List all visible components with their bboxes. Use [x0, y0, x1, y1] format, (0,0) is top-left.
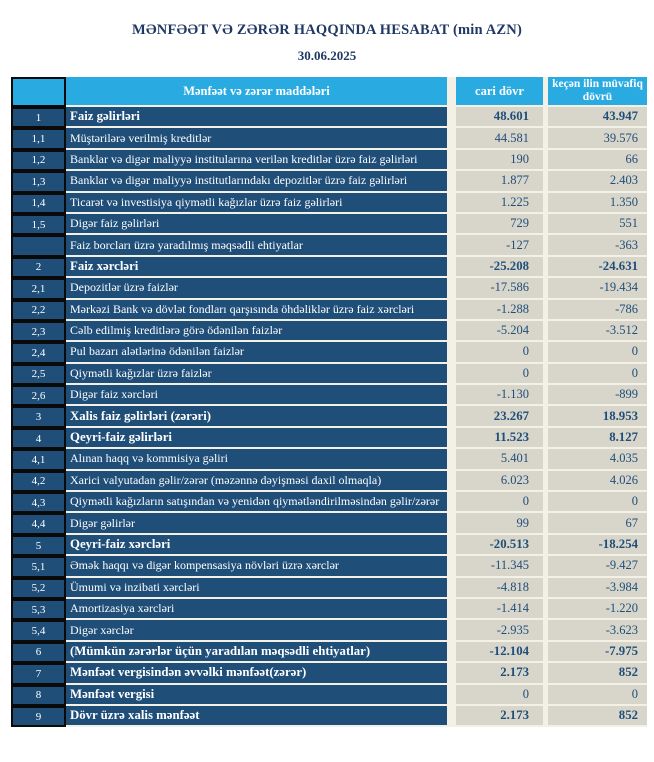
table-row [11, 535, 647, 556]
row-label-cell: Amortizasiya xərcləri [66, 599, 447, 620]
row-label-cell: Qeyri-faiz gəlirləri [66, 428, 447, 449]
row-label-cell: Pul bazarı alətlərinə ödənilən faizlər [66, 342, 447, 363]
row-current-value: -1.414 [456, 599, 543, 620]
row-number-cell: 6 [11, 642, 66, 663]
column-gap [447, 599, 456, 620]
row-current-value: 23.267 [456, 406, 543, 427]
row-current-value: -2.935 [456, 620, 543, 641]
row-current-value: 6.023 [456, 471, 543, 492]
row-current-value: 0 [456, 492, 543, 513]
row-label-cell: Faiz xərcləri [66, 257, 447, 278]
row-previous-value: -3.512 [548, 321, 647, 342]
column-gap [447, 556, 456, 577]
row-previous-value: 43.947 [548, 107, 647, 128]
row-number-cell: 1,5 [11, 214, 66, 235]
row-previous-value: -1.220 [548, 599, 647, 620]
row-current-value: -1.288 [456, 300, 543, 321]
row-previous-value: 852 [548, 706, 647, 727]
column-gap [447, 706, 456, 727]
row-number-cell: 5,1 [11, 556, 66, 577]
row-number-cell: 1,3 [11, 171, 66, 192]
row-label-cell: Faiz borcları üzrə yaradılmış məqsədli ehtiyatlar [66, 235, 447, 256]
table-body [11, 107, 647, 727]
table-row [11, 193, 647, 214]
row-number-cell: 2,4 [11, 342, 66, 363]
row-current-value: -11.345 [456, 556, 543, 577]
row-number-cell: 5 [11, 535, 66, 556]
row-number-cell: 5,4 [11, 620, 66, 641]
column-gap [447, 685, 456, 706]
row-current-value: 2.173 [456, 706, 543, 727]
row-number-cell: 1,4 [11, 193, 66, 214]
row-previous-value: -899 [548, 385, 647, 406]
column-gap [447, 128, 456, 149]
row-previous-value: 4.026 [548, 471, 647, 492]
row-number-cell: 2,2 [11, 300, 66, 321]
column-gap [447, 492, 456, 513]
row-previous-value: 67 [548, 513, 647, 534]
row-label-cell: Mənfəət vergisi [66, 685, 447, 706]
column-gap [447, 385, 456, 406]
row-label-cell: Qeyri-faiz xərcləri [66, 535, 447, 556]
row-number-cell: 4,1 [11, 449, 66, 470]
row-previous-value: 2.403 [548, 171, 647, 192]
table-row [11, 685, 647, 706]
row-number-cell [11, 235, 66, 256]
row-current-value: 44.581 [456, 128, 543, 149]
header-previous-period: keçən ilin müvafiq dövrü [548, 77, 647, 107]
row-label-cell: Ümumi və inzibati xərcləri [66, 578, 447, 599]
row-number-cell: 2,3 [11, 321, 66, 342]
row-number-cell: 2,1 [11, 278, 66, 299]
row-label-cell: Digər faiz xərcləri [66, 385, 447, 406]
table-row [11, 513, 647, 534]
table-row [11, 150, 647, 171]
row-label-cell: Banklar və digər maliyyə institutlarındakı depozitlər üzrə faiz gəlirləri [66, 171, 447, 192]
column-gap [447, 235, 456, 256]
row-number-cell: 2,5 [11, 364, 66, 385]
row-current-value: 1.877 [456, 171, 543, 192]
table-row [11, 578, 647, 599]
header-number-cell [11, 77, 66, 107]
row-label-cell: Banklar və digər maliyyə institularına verilən kreditlər üzrə faiz gəlirləri [66, 150, 447, 171]
row-number-cell: 1,2 [11, 150, 66, 171]
column-gap [447, 471, 456, 492]
row-number-cell: 1,1 [11, 128, 66, 149]
table-row [11, 342, 647, 363]
column-gap [447, 620, 456, 641]
column-gap [447, 278, 456, 299]
table-row [11, 706, 647, 727]
column-gap [447, 449, 456, 470]
table-row [11, 406, 647, 427]
row-current-value: -12.104 [456, 642, 543, 663]
row-current-value: 1.225 [456, 193, 543, 214]
row-current-value: -5.204 [456, 321, 543, 342]
table-row [11, 642, 647, 663]
table-header-row [11, 77, 647, 107]
table-row [11, 300, 647, 321]
row-label-cell: Əmək haqqı və digər kompensasiya növləri üzrə xərclər [66, 556, 447, 577]
row-number-cell: 5,3 [11, 599, 66, 620]
row-current-value: -1.130 [456, 385, 543, 406]
row-label-cell: Qiymətli kağızlar üzrə faizlər [66, 364, 447, 385]
row-current-value: 11.523 [456, 428, 543, 449]
row-previous-value: 8.127 [548, 428, 647, 449]
table-row [11, 556, 647, 577]
row-previous-value: 852 [548, 663, 647, 684]
row-label-cell: Ticarət və investisiya qiymətli kağızlar üzrə faiz gəlirləri [66, 193, 447, 214]
row-current-value: 729 [456, 214, 543, 235]
row-previous-value: 551 [548, 214, 647, 235]
row-label-cell: (Mümkün zərərlər üçün yaradılan məqsədli ehtiyatlar) [66, 642, 447, 663]
column-gap [447, 406, 456, 427]
row-current-value: 190 [456, 150, 543, 171]
table-row [11, 321, 647, 342]
row-previous-value: -9.427 [548, 556, 647, 577]
column-gap [447, 535, 456, 556]
row-previous-value: 4.035 [548, 449, 647, 470]
row-number-cell: 7 [11, 663, 66, 684]
row-current-value: -20.513 [456, 535, 543, 556]
row-number-cell: 2 [11, 257, 66, 278]
row-label-cell: Qiymətli kağızların satışından və yenidən qiymətləndirilməsindən gəlir/zərər [66, 492, 447, 513]
row-label-cell: Mərkəzi Bank və dövlət fondları qarşısında öhdəliklər üzrə faiz xərcləri [66, 300, 447, 321]
row-number-cell: 5,2 [11, 578, 66, 599]
table-row [11, 364, 647, 385]
row-number-cell: 4,4 [11, 513, 66, 534]
row-label-cell: Mənfəət vergisindən əvvəlki mənfəət(zərər) [66, 663, 447, 684]
report-document [0, 22, 654, 762]
row-previous-value: -3.984 [548, 578, 647, 599]
row-label-cell: Dövr üzrə xalis mənfəət [66, 706, 447, 727]
report-date: 30.06.2025 [297, 48, 357, 63]
column-gap [447, 321, 456, 342]
row-number-cell: 4 [11, 428, 66, 449]
row-previous-value: 0 [548, 492, 647, 513]
header-items-label: Mənfəət və zərər maddələri [66, 77, 447, 107]
row-current-value: -4.818 [456, 578, 543, 599]
column-gap [447, 214, 456, 235]
column-gap [447, 171, 456, 192]
column-gap [447, 428, 456, 449]
row-label-cell: Depozitlər üzrə faizlər [66, 278, 447, 299]
row-label-cell: Xarici valyutadan gəlir/zərər (məzənnə dəyişməsi daxil olmaqla) [66, 471, 447, 492]
column-gap [447, 193, 456, 214]
row-current-value: -127 [456, 235, 543, 256]
table-row [11, 278, 647, 299]
header-current-period: cari dövr [456, 77, 543, 107]
column-gap [447, 342, 456, 363]
row-previous-value: -7.975 [548, 642, 647, 663]
profit-loss-table [11, 77, 647, 727]
row-previous-value: -19.434 [548, 278, 647, 299]
table-row [11, 599, 647, 620]
table-row [11, 128, 647, 149]
report-title: MƏNFƏƏT VƏ ZƏRƏR HAQQINDA HESABAT (min AZN) [131, 22, 523, 38]
table-row [11, 235, 647, 256]
table-row [11, 385, 647, 406]
column-gap [447, 578, 456, 599]
row-current-value: 0 [456, 685, 543, 706]
row-number-cell: 2,6 [11, 385, 66, 406]
column-gap [447, 663, 456, 684]
row-previous-value: 1.350 [548, 193, 647, 214]
column-gap [447, 300, 456, 321]
row-label-cell: Digər faiz gəlirləri [66, 214, 447, 235]
table-row [11, 471, 647, 492]
row-number-cell: 1 [11, 107, 66, 128]
row-current-value: 48.601 [456, 107, 543, 128]
row-label-cell: Müştərilərə verilmiş kreditlər [66, 128, 447, 149]
column-gap [447, 364, 456, 385]
row-label-cell: Faiz gəlirləri [66, 107, 447, 128]
column-gap [447, 642, 456, 663]
table-row [11, 214, 647, 235]
row-label-cell: Cəlb edilmiş kreditlərə görə ödənilən faizlər [66, 321, 447, 342]
row-previous-value: -3.623 [548, 620, 647, 641]
table-row [11, 663, 647, 684]
row-number-cell: 4,2 [11, 471, 66, 492]
row-current-value: -17.586 [456, 278, 543, 299]
table-row [11, 107, 647, 128]
row-label-cell: Digər xərclər [66, 620, 447, 641]
row-current-value: 99 [456, 513, 543, 534]
column-gap [447, 257, 456, 278]
row-current-value: 0 [456, 364, 543, 385]
row-previous-value: -363 [548, 235, 647, 256]
row-previous-value: 0 [548, 364, 647, 385]
row-number-cell: 8 [11, 685, 66, 706]
row-label-cell: Digər gəlirlər [66, 513, 447, 534]
column-gap [447, 107, 456, 128]
table-row [11, 492, 647, 513]
table-row [11, 449, 647, 470]
row-previous-value: -24.631 [548, 257, 647, 278]
row-number-cell: 9 [11, 706, 66, 727]
column-gap [447, 150, 456, 171]
row-previous-value: -18.254 [548, 535, 647, 556]
row-current-value: 0 [456, 342, 543, 363]
row-current-value: 5.401 [456, 449, 543, 470]
row-number-cell: 4,3 [11, 492, 66, 513]
table-row [11, 171, 647, 192]
row-current-value: -25.208 [456, 257, 543, 278]
column-gap [447, 77, 456, 107]
table-row [11, 257, 647, 278]
row-previous-value: 66 [548, 150, 647, 171]
row-previous-value: -786 [548, 300, 647, 321]
row-previous-value: 39.576 [548, 128, 647, 149]
row-number-cell: 3 [11, 406, 66, 427]
row-previous-value: 0 [548, 685, 647, 706]
row-previous-value: 0 [548, 342, 647, 363]
row-current-value: 2.173 [456, 663, 543, 684]
table-row [11, 620, 647, 641]
row-label-cell: Xalis faiz gəlirləri (zərəri) [66, 406, 447, 427]
row-previous-value: 18.953 [548, 406, 647, 427]
column-gap [447, 513, 456, 534]
row-label-cell: Alınan haqq və kommisiya gəliri [66, 449, 447, 470]
table-row [11, 428, 647, 449]
